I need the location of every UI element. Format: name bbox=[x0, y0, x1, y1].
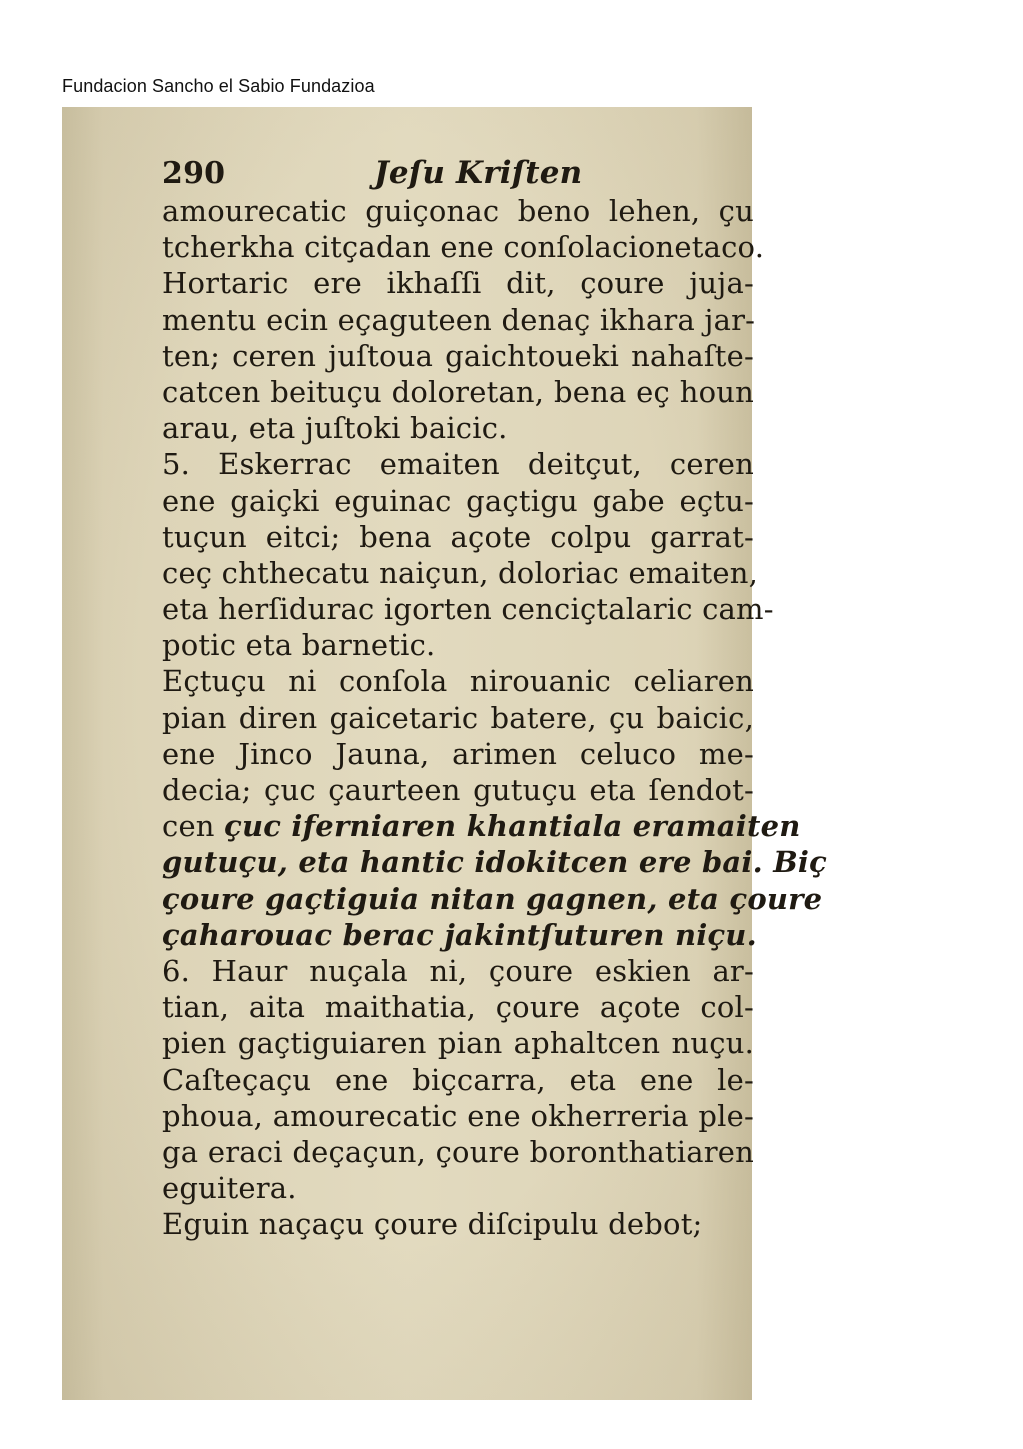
text-line-content: Hortaric ere ikhaſſi dit, çoure juja- bbox=[162, 266, 754, 301]
text-line bbox=[162, 483, 754, 519]
text-line bbox=[162, 1025, 754, 1061]
text-line bbox=[162, 881, 823, 917]
text-line bbox=[162, 1134, 754, 1170]
text-line-content: arau, eta juſtoki baicic. bbox=[162, 411, 508, 446]
text-line-content: Eçtuçu ni conſola nirouanic celiaren bbox=[162, 664, 754, 699]
text-line bbox=[162, 374, 754, 410]
text-line-content: 5. Eskerrac emaiten deitçut, ceren bbox=[162, 447, 754, 482]
page-number: 290 bbox=[162, 156, 226, 191]
text-line-content: catcen beituçu doloretan, bena eç houn bbox=[162, 374, 754, 409]
text-line bbox=[162, 446, 754, 482]
text-line bbox=[162, 736, 754, 772]
text-line bbox=[162, 302, 754, 338]
text-line-content: decia; çuc çaurteen gutuçu eta ſendot- bbox=[162, 773, 754, 807]
text-line-content: mentu ecin eçaguteen denaç ikhara jar- bbox=[162, 302, 756, 337]
text-line-content: tcherkha citçadan ene conſolacionetaco. bbox=[162, 230, 765, 265]
page-text-block bbox=[162, 155, 828, 1242]
text-line bbox=[162, 410, 754, 446]
text-line-content: 6. Haur nuçala ni, çoure eskien ar- bbox=[162, 953, 754, 988]
text-line-content: gutuçu, eta hantic idokitcen ere bai. Biç bbox=[162, 845, 828, 880]
text-line-content: pian diren gaicetaric batere, çu baicic, bbox=[162, 700, 754, 735]
text-line bbox=[162, 519, 754, 555]
running-head bbox=[162, 155, 754, 193]
text-line bbox=[162, 555, 759, 591]
text-line bbox=[162, 1062, 754, 1098]
text-line bbox=[162, 844, 828, 880]
text-line-content: cen bbox=[162, 809, 225, 844]
text-line-content: eta herſidurac igorten cenciçtalaric cam- bbox=[162, 592, 774, 627]
text-line bbox=[162, 591, 774, 627]
text-line-italic-tail: çuc iferniaren khantiala eramaiten bbox=[224, 809, 801, 844]
text-line-content: Caſteçaçu ene biçcarra, eta ene le- bbox=[162, 1062, 754, 1097]
text-line bbox=[162, 229, 765, 265]
scanned-book-page bbox=[62, 107, 828, 1400]
text-line-content: ten; ceren juſtoua gaichtoueki nahaſte- bbox=[162, 338, 754, 373]
text-line bbox=[162, 1170, 754, 1206]
text-line-content: çaharouac berac jakintſuturen niçu. bbox=[162, 917, 757, 952]
text-line bbox=[162, 265, 754, 301]
text-line bbox=[162, 663, 754, 699]
text-line-content: pien gaçtiguiaren pian aphaltcen nuçu. bbox=[162, 1026, 754, 1061]
text-line bbox=[162, 989, 754, 1025]
text-line bbox=[162, 627, 754, 663]
text-line-content: ene gaiçki eguinac gaçtigu gabe eçtu- bbox=[162, 483, 754, 518]
body-text bbox=[162, 193, 828, 1242]
text-line-content: Eguin naçaçu çoure diſcipulu debot; bbox=[162, 1207, 703, 1242]
text-line bbox=[162, 193, 754, 229]
text-line bbox=[162, 1098, 754, 1134]
text-line bbox=[162, 953, 754, 989]
text-line-content: eguitera. bbox=[162, 1171, 297, 1206]
text-line bbox=[162, 772, 754, 808]
source-header: Fundacion Sancho el Sabio Fundazioa bbox=[62, 76, 375, 96]
text-line-content: phoua, amourecatic ene okherreria ple- bbox=[162, 1098, 754, 1133]
text-line-content: ga eraci deçaçun, çoure boronthatiaren bbox=[162, 1134, 754, 1169]
running-title: Jeſu Kriſten bbox=[374, 155, 583, 191]
text-line-content: amourecatic guiçonac beno lehen, çu bbox=[162, 194, 754, 228]
text-line bbox=[162, 700, 754, 736]
text-line-content: ene Jinco Jauna, arimen celuco me- bbox=[162, 736, 754, 771]
text-line bbox=[162, 338, 754, 374]
text-line bbox=[162, 808, 801, 844]
text-line-content: tian, aita maithatia, çoure açote col- bbox=[162, 990, 754, 1025]
text-line-content: ceç chthecatu naiçun, doloriac emaiten, bbox=[162, 555, 759, 590]
text-line-content: potic eta barnetic. bbox=[162, 628, 436, 663]
text-line bbox=[162, 1206, 754, 1242]
text-line-content: çoure gaçtiguia nitan gagnen, eta çoure bbox=[162, 881, 823, 916]
text-line-content: tuçun eitci; bena açote colpu garrat- bbox=[162, 519, 754, 554]
text-line bbox=[162, 917, 757, 953]
